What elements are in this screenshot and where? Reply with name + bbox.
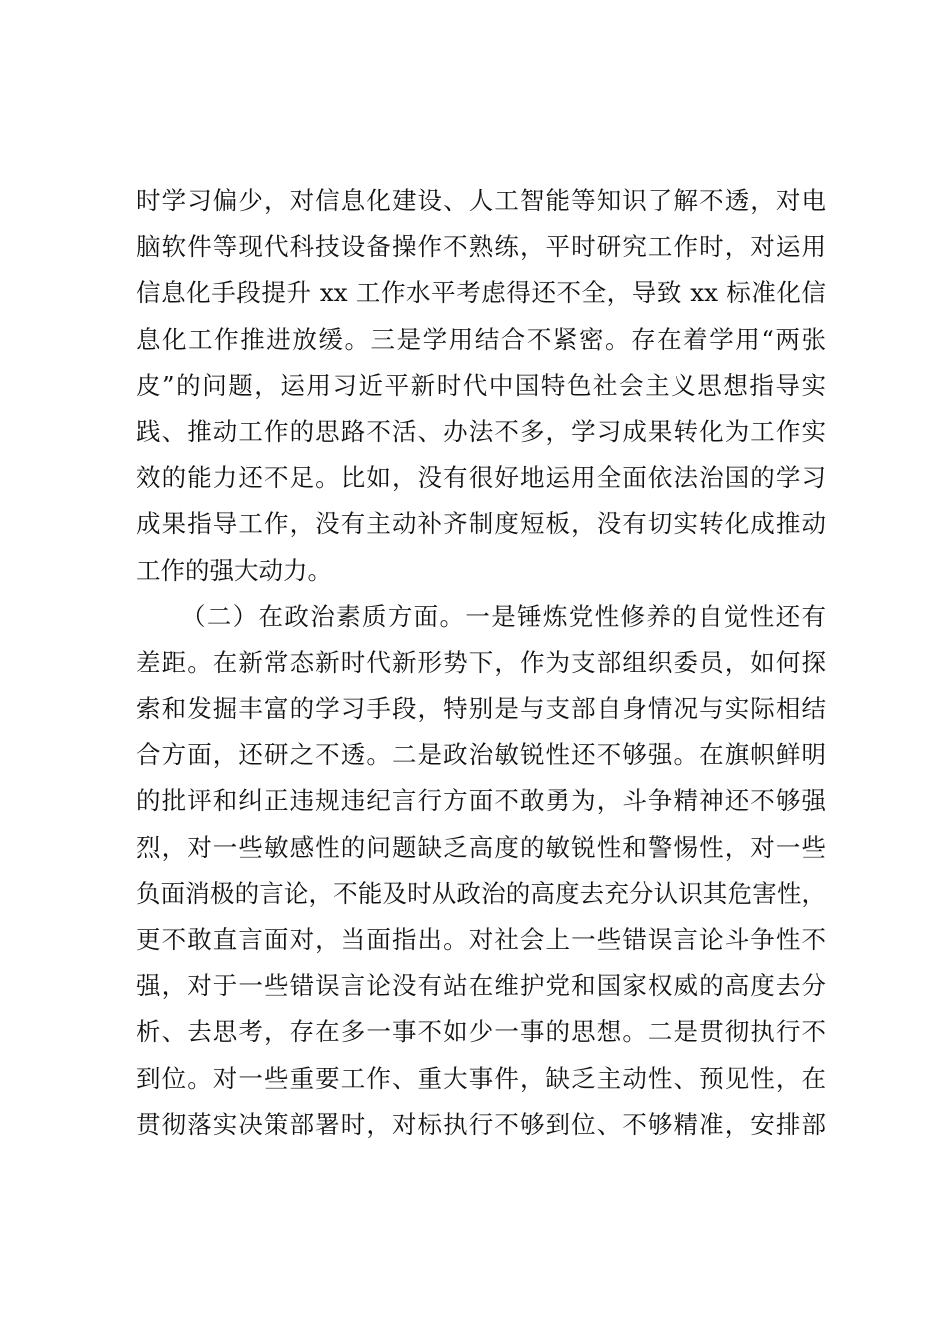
text-line: 强，对于一些错误言论没有站在维护党和国家权威的高度去分 — [136, 971, 826, 1001]
text-line: 效的能力还不足。比如，没有很好地运用全面依法治国的学习 — [136, 463, 826, 493]
text-line: 合方面，还研之不透。二是政治敏锐性还不够强。在旗帜鲜明 — [136, 740, 826, 770]
text-line: 息化工作推进放缓。三是学用结合不紧密。存在着学用“两张 — [136, 324, 826, 354]
text-line: 索和发掘丰富的学习手段，特别是与支部自身情况与实际相结 — [136, 694, 826, 724]
text-line: 负面消极的言论，不能及时从政治的高度去充分认识其危害性， — [136, 878, 826, 908]
text-line: 时学习偏少，对信息化建设、人工智能等知识了解不透，对电 — [136, 186, 826, 215]
text-line: 烈，对一些敏感性的问题缺乏高度的敏锐性和警惕性，对一些 — [136, 832, 826, 862]
text-line: 析、去思考，存在多一事不如少一事的思想。二是贯彻执行不 — [136, 1017, 826, 1047]
paragraph-end-line: 工作的强大动力。 — [136, 555, 332, 585]
text-line: 的批评和纠正违规违纪言行方面不敢勇为，斗争精神还不够强 — [136, 786, 826, 816]
text-line: 践、推动工作的思路不活、办法不多，学习成果转化为工作实 — [136, 416, 826, 446]
text-line: 更不敢直言面对，当面指出。对社会上一些错误言论斗争性不 — [136, 925, 826, 954]
text-line: 差距。在新常态新时代新形势下，作为支部组织委员，如何探 — [136, 647, 826, 677]
text-line: 贯彻落实决策部署时，对标执行不够到位、不够精准，安排部 — [136, 1109, 826, 1139]
text-line: 皮”的问题，运用习近平新时代中国特色社会主义思想指导实 — [136, 370, 826, 400]
text-line: 脑软件等现代科技设备操作不熟练，平时研究工作时，对运用 — [136, 232, 826, 262]
section-heading-line: （二）在政治素质方面。一是锤炼党性修养的自觉性还有 — [181, 601, 826, 631]
body-text — [136, 178, 826, 1148]
text-line: 到位。对一些重要工作、重大事件，缺乏主动性、预见性，在 — [136, 1063, 826, 1093]
text-line: 成果指导工作，没有主动补齐制度短板，没有切实转化成推动 — [136, 509, 826, 539]
text-line: 信息化手段提升 xx 工作水平考虑得还不全，导致 xx 标准化信 — [136, 278, 826, 308]
